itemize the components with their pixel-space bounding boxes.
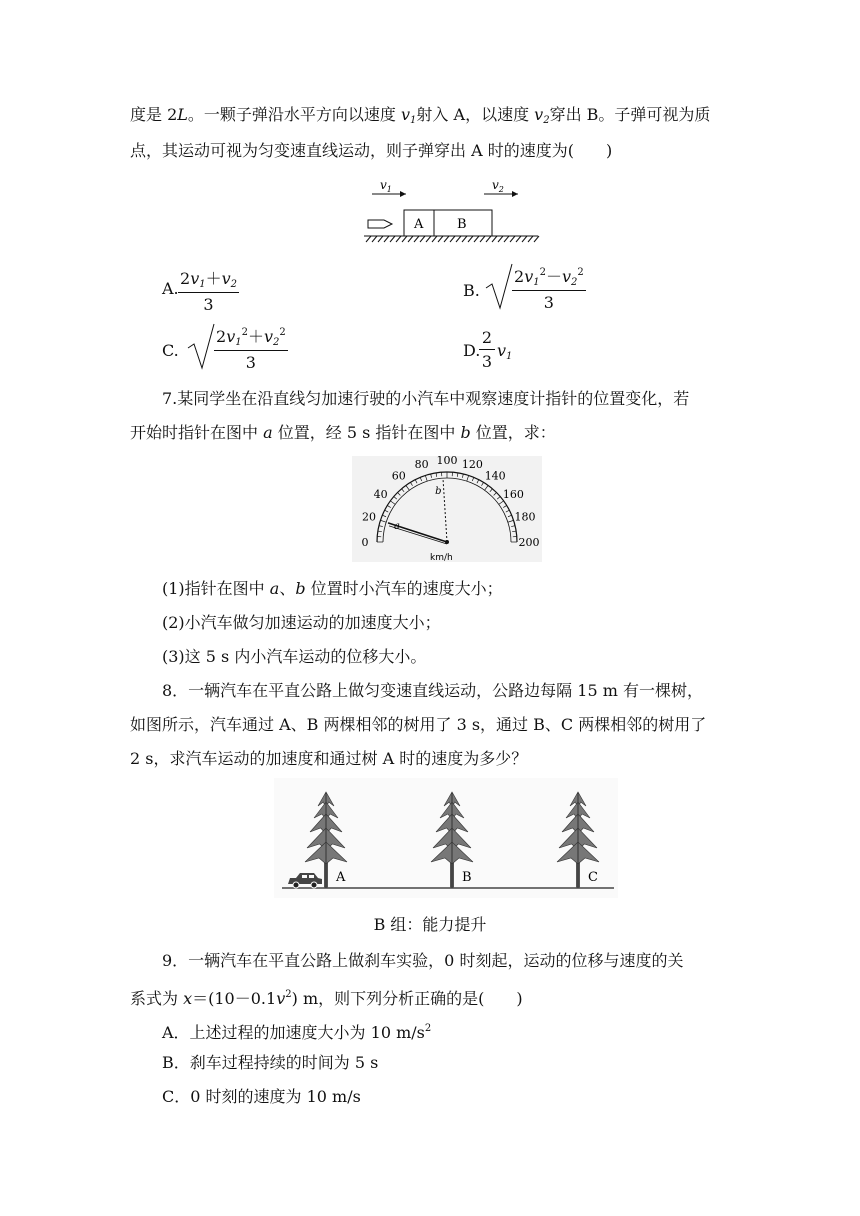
q9-option-b: B．刹车过程持续的时间为 5 s bbox=[162, 1053, 379, 1072]
position-b-symbol: b bbox=[460, 423, 471, 442]
v2-subscript: 2 bbox=[543, 115, 550, 126]
speedometer-figure bbox=[352, 456, 542, 562]
q7-line1: 7.某同学坐在沿直线匀加速行驶的小汽车中观察速度计指针的位置变化，若 bbox=[162, 389, 690, 408]
option-c-numerator: $2v_1^2+v_2^2$ bbox=[214, 324, 288, 351]
v2-arrowhead bbox=[512, 191, 518, 197]
option-a-label: A. bbox=[162, 279, 179, 298]
option-c-radical bbox=[186, 322, 216, 372]
option-b-denominator: 3 bbox=[543, 293, 554, 312]
dial-label: 140 bbox=[484, 469, 506, 483]
option-a-fraction bbox=[178, 266, 239, 314]
fig-v1-label: $v_1$ bbox=[380, 178, 392, 194]
q7-sub1-text: 位置时小汽车的速度大小； bbox=[305, 579, 503, 598]
option-d-tail: $v_1$ bbox=[497, 341, 513, 362]
q9-option-c: C．0 时刻的速度为 10 m/s bbox=[162, 1087, 361, 1106]
q6-text: 度是 2 bbox=[130, 105, 178, 124]
q6-text: 射入 A，以速度 bbox=[416, 105, 535, 124]
q9-option-a-superscript: 2 bbox=[424, 1023, 432, 1034]
q9-line2 bbox=[130, 984, 523, 1010]
q8-line2: 如图所示，汽车通过 A、B 两棵相邻的树用了 3 s，通过 B、C 两棵相邻的树用了 bbox=[130, 715, 707, 734]
ground-hatching bbox=[366, 236, 539, 242]
speed-unit-label: km/h bbox=[430, 553, 453, 562]
q9-text: 系式为 bbox=[130, 989, 184, 1008]
bullet-blocks-figure bbox=[362, 172, 540, 248]
dial-label: 0 bbox=[361, 536, 369, 549]
option-d-fraction bbox=[479, 328, 495, 371]
needle-b-label: b bbox=[435, 486, 442, 498]
option-b-numerator: $2v_1^2-v_2^2$ bbox=[512, 264, 586, 291]
q8-line3: 2 s，求汽车运动的加速度和通过树 A 时的速度为多少？ bbox=[130, 749, 528, 768]
fig-v2-label: $v_2$ bbox=[492, 178, 504, 194]
option-c-fraction bbox=[214, 324, 288, 372]
option-c-denominator: 3 bbox=[245, 353, 256, 372]
block-a-label: A bbox=[414, 217, 424, 232]
q8-line1: 8．一辆汽车在平直公路上做匀变速直线运动，公路边每隔 15 m 有一棵树， bbox=[162, 681, 703, 700]
trees-figure bbox=[274, 778, 618, 898]
dial-label: 60 bbox=[391, 469, 406, 483]
v1-symbol: v bbox=[401, 105, 411, 124]
q6-line2: 点，其运动可视为匀变速直线运动，则子弹穿出 A 时的速度为( ) bbox=[130, 141, 613, 160]
tree-c-label: C bbox=[588, 870, 598, 885]
dial-label: 160 bbox=[502, 487, 524, 501]
dial-label: 40 bbox=[373, 487, 388, 501]
tree-b-label: B bbox=[462, 870, 472, 885]
option-d-label: D. bbox=[463, 341, 481, 360]
q7-sub1-text: (1)指针在图中 bbox=[162, 579, 270, 598]
q7-sub1 bbox=[162, 578, 503, 600]
q6-text: 。一颗子弹沿水平方向以速度 bbox=[187, 105, 401, 124]
option-b-label: B. bbox=[463, 281, 480, 300]
v1-arrowhead bbox=[400, 191, 406, 197]
dial-label: 120 bbox=[461, 458, 483, 472]
q6-text: 穿出 B。子弹可视为质 bbox=[549, 105, 711, 124]
dial-label: 80 bbox=[414, 458, 429, 472]
x-symbol: x bbox=[183, 989, 193, 1008]
block-b-label: B bbox=[457, 217, 467, 232]
square-superscript: 2 bbox=[285, 989, 292, 1000]
needle-a-label: a bbox=[394, 520, 401, 532]
v1-subscript: 1 bbox=[410, 115, 417, 126]
v-symbol: v bbox=[276, 989, 286, 1008]
q7-sub2: (2)小汽车做匀加速运动的加速度大小； bbox=[162, 613, 441, 632]
tree-a-label: A bbox=[336, 870, 346, 885]
dial-label: 100 bbox=[436, 456, 458, 467]
option-a-numerator: $2v_1+v_2$ bbox=[178, 266, 239, 293]
dial-label: 180 bbox=[514, 510, 536, 524]
dial-pivot bbox=[445, 540, 449, 544]
option-c-label: C. bbox=[162, 341, 179, 360]
option-b-fraction bbox=[512, 264, 586, 312]
dial-label: 200 bbox=[518, 536, 540, 549]
position-b-symbol: b bbox=[295, 579, 306, 598]
q7-text: 开始时指针在图中 bbox=[130, 423, 264, 442]
q9-line1: 9．一辆汽车在平直公路上做刹车实验，0 时刻起，运动的位移与速度的关 bbox=[162, 951, 684, 970]
option-a-denominator: 3 bbox=[203, 295, 214, 314]
dial-label: 20 bbox=[362, 510, 377, 524]
q7-text: 位置，经 5 s 指针在图中 bbox=[272, 423, 461, 442]
position-a-symbol: a bbox=[263, 423, 273, 442]
option-b-radical bbox=[484, 262, 514, 312]
length-symbol: L bbox=[177, 105, 188, 124]
q7-text: 位置，求： bbox=[470, 423, 556, 442]
position-a-symbol: a bbox=[269, 579, 280, 598]
q9-option-a bbox=[162, 1018, 431, 1044]
option-d-numerator: 2 bbox=[479, 328, 495, 350]
q9-text: ＝(10－0.1 bbox=[192, 989, 277, 1008]
q7-sub3: (3)这 5 s 内小汽车运动的位移大小。 bbox=[162, 647, 427, 666]
q7-sub1-text: 、 bbox=[279, 579, 296, 598]
q9-option-a-text: A．上述过程的加速度大小为 10 m/s bbox=[162, 1023, 425, 1042]
v2-symbol: v bbox=[534, 105, 544, 124]
q7-line2 bbox=[130, 422, 556, 444]
bullet-shape bbox=[368, 220, 392, 228]
option-d-denominator: 3 bbox=[481, 352, 493, 371]
q9-text: ) m，则下列分析正确的是( ) bbox=[291, 989, 523, 1008]
group-b-heading: B 组：能力提升 bbox=[373, 915, 487, 934]
q6-line1 bbox=[130, 104, 710, 132]
